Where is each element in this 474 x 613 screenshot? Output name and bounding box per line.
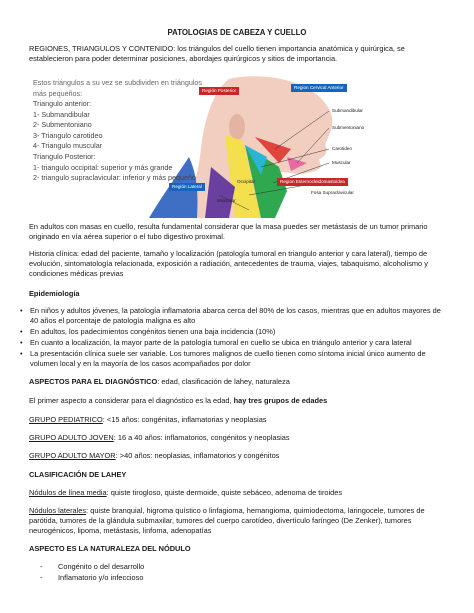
- anterior-item: 1- Submandibular: [33, 109, 90, 119]
- carotideo-label: Carotideo: [332, 146, 352, 151]
- list-item: [20, 306, 450, 326]
- grupo-desc: : 16 a 40 años: inflamatorios, congénitos y neoplasias: [113, 433, 290, 442]
- primer-aspecto-bold: hay tres grupos de edades: [233, 396, 328, 405]
- nodulos-linea-media-desc: : quiste tirogloso, quiste dermoide, quiste sebáceo, adenoma de tiroides: [106, 488, 343, 497]
- epidemiologia-title: Epidemiología: [29, 289, 80, 298]
- list-item-text: En adultos, los padecimientos congénitos tienen una baja incidencia (10%): [30, 327, 276, 336]
- figure-heading: Estos triángulos a su vez se subdividen en triángulos más pequeños:: [33, 78, 203, 98]
- bullet-icon: •: [20, 349, 23, 358]
- posterior-title: Triangulo Posterior:: [33, 152, 96, 162]
- occipital-label: Occipital: [237, 179, 255, 184]
- nodulos-linea-media-label: Nódulos de línea media: [29, 488, 107, 497]
- primer-aspecto-line: [29, 396, 449, 406]
- page-title: PATOLOGIAS DE CABEZA Y CUELLO: [167, 28, 307, 37]
- nodulos-linea-media: [29, 488, 449, 498]
- anterior-item: 4- Triangulo muscular: [33, 141, 103, 151]
- aspectos-line: [29, 377, 449, 387]
- anterior-item: 2- Submentoniano: [33, 120, 92, 130]
- list-item-text: Inflamatorio y/o infeccioso: [58, 573, 144, 582]
- aspectos-title: ASPECTOS PARA EL DIAGNÓSTICO: [29, 377, 158, 386]
- dash-icon: -: [40, 562, 43, 571]
- region-cervical-anterior-tag: [291, 84, 347, 92]
- nodulos-laterales: [29, 506, 449, 536]
- posterior-item: 2- triangulo supraclavicular: inferior y más pequeño: [33, 173, 196, 183]
- muscular-label: Muscular: [332, 160, 351, 165]
- grupo-name: GRUPO ADULTO JOVEN: [29, 433, 114, 442]
- adultos-paragraph: En adultos con masas en cuello, resulta fundamental considerar que la masa puedes ser metástasis de un tumor primario originado en vía aérea superior o el tubo digestivo proximal.: [29, 222, 428, 242]
- bullet-icon: •: [20, 338, 23, 347]
- region-posterior-label: Región Posterior: [202, 88, 237, 93]
- list-item-text: Congénito o del desarrollo: [58, 562, 145, 571]
- aspectos-rest: : edad, clasificación de lahey, naturaleza: [157, 377, 290, 386]
- historia-paragraph: Historia clínica: edad del paciente, tamaño y localización (patología tumoral en triangulo anterior y cara lateral), tiempo de evolución, sintomatología relacionada, exposición a radiación, antecedentes de trauma, viajes, tabaquismo, alcoholismo y condiciones médicas previas: [29, 249, 428, 279]
- region-lateral-label: Región Lateral: [172, 184, 202, 189]
- anterior-title: Triangulo anterior:: [33, 99, 92, 109]
- list-item-text: La presentación clínica suele ser variable. Los tumores malignos de cuello tienen como síntoma inicial único aumento de volumen local y en la mayoría de los casos acompañados por dolor: [30, 349, 426, 369]
- nodulos-laterales-desc: : quiste branquial, higroma quístico o linfagioma, hemangioma, quimiodectoma, laringocele, tumores de parótida, tumores de la glándula submaxilar, tumores del cuerpo carotídeo, divertículo faríngeo (De Zenker), tumores neurogénicos, lipoma, metástasis, linfoma, adenopatías: [29, 506, 425, 536]
- grupo-name: GRUPO PEDIATRICO: [29, 415, 103, 424]
- nodulos-laterales-label: Nódulos laterales: [29, 506, 87, 515]
- list-item-text: En cuanto a localización, la mayor parte de la patología tumoral en cuello se ubica en triángulo anterior y cara lateral: [30, 338, 412, 347]
- submentoniano-label: Submentoniano: [332, 125, 365, 130]
- figure-text: [33, 78, 203, 184]
- region-posterior-tag: [199, 87, 239, 95]
- list-item: [20, 349, 450, 369]
- grupo-desc: : >40 años: neoplasias, inflamatorios y congénitos: [115, 451, 280, 460]
- region-cervical-anterior-label: Region Cervical Anterior: [294, 85, 344, 90]
- anterior-item: 3- Triangulo carotideo: [33, 130, 103, 140]
- lahey-title: CLASIFICACIÓN DE LAHEY: [29, 470, 127, 479]
- list-item: [40, 562, 144, 572]
- grupo-name: GRUPO ADULTO MAYOR: [29, 451, 116, 460]
- muscular-bottom-label: Muscular: [217, 198, 236, 203]
- ear-shape: [229, 114, 245, 140]
- region-esterno-label: Region Esternocleidomastoidea: [280, 179, 345, 184]
- intro-paragraph: REGIONES, TRIANGULOS Y CONTENIDO: los triángulos del cuello tienen importancia anatómica y quirúrgica, se establecieron para poder determinar posiciones, abordajes quirúrgicos y sitios de importancia.: [29, 44, 405, 64]
- list-item: [20, 327, 450, 337]
- region-lateral-tag: [169, 183, 205, 191]
- posterior-item: 1- triangulo occipital: superior y más grande: [33, 162, 173, 172]
- list-item: [40, 573, 143, 583]
- grupo-desc: : <15 años: congénitas, inflamatorias y neoplasias: [102, 415, 267, 424]
- primer-aspecto-lead: El primer aspecto a considerar para el diagnóstico es la edad,: [29, 396, 232, 405]
- bullet-icon: •: [20, 327, 23, 336]
- fosa-supraclavicular-label: Fosa Supraclavicular: [311, 190, 354, 195]
- grupo-line: [29, 451, 449, 461]
- grupo-line: [29, 415, 449, 425]
- region-esterno-tag: [277, 178, 348, 186]
- dash-icon: -: [40, 573, 43, 582]
- naturaleza-title: ASPECTO ES LA NATURALEZA DEL NÓDULO: [29, 544, 191, 553]
- bullet-icon: •: [20, 306, 23, 315]
- list-item: [20, 338, 450, 348]
- grupo-line: [29, 433, 449, 443]
- list-item-text: En niños y adultos jóvenes, la patología inflamatoria abarca cerca del 80% de los casos, mientras que en adultos mayores de 40 años el porcentaje de patología maligna es alto: [30, 306, 441, 326]
- submandibular-label: Submandibular: [332, 108, 363, 113]
